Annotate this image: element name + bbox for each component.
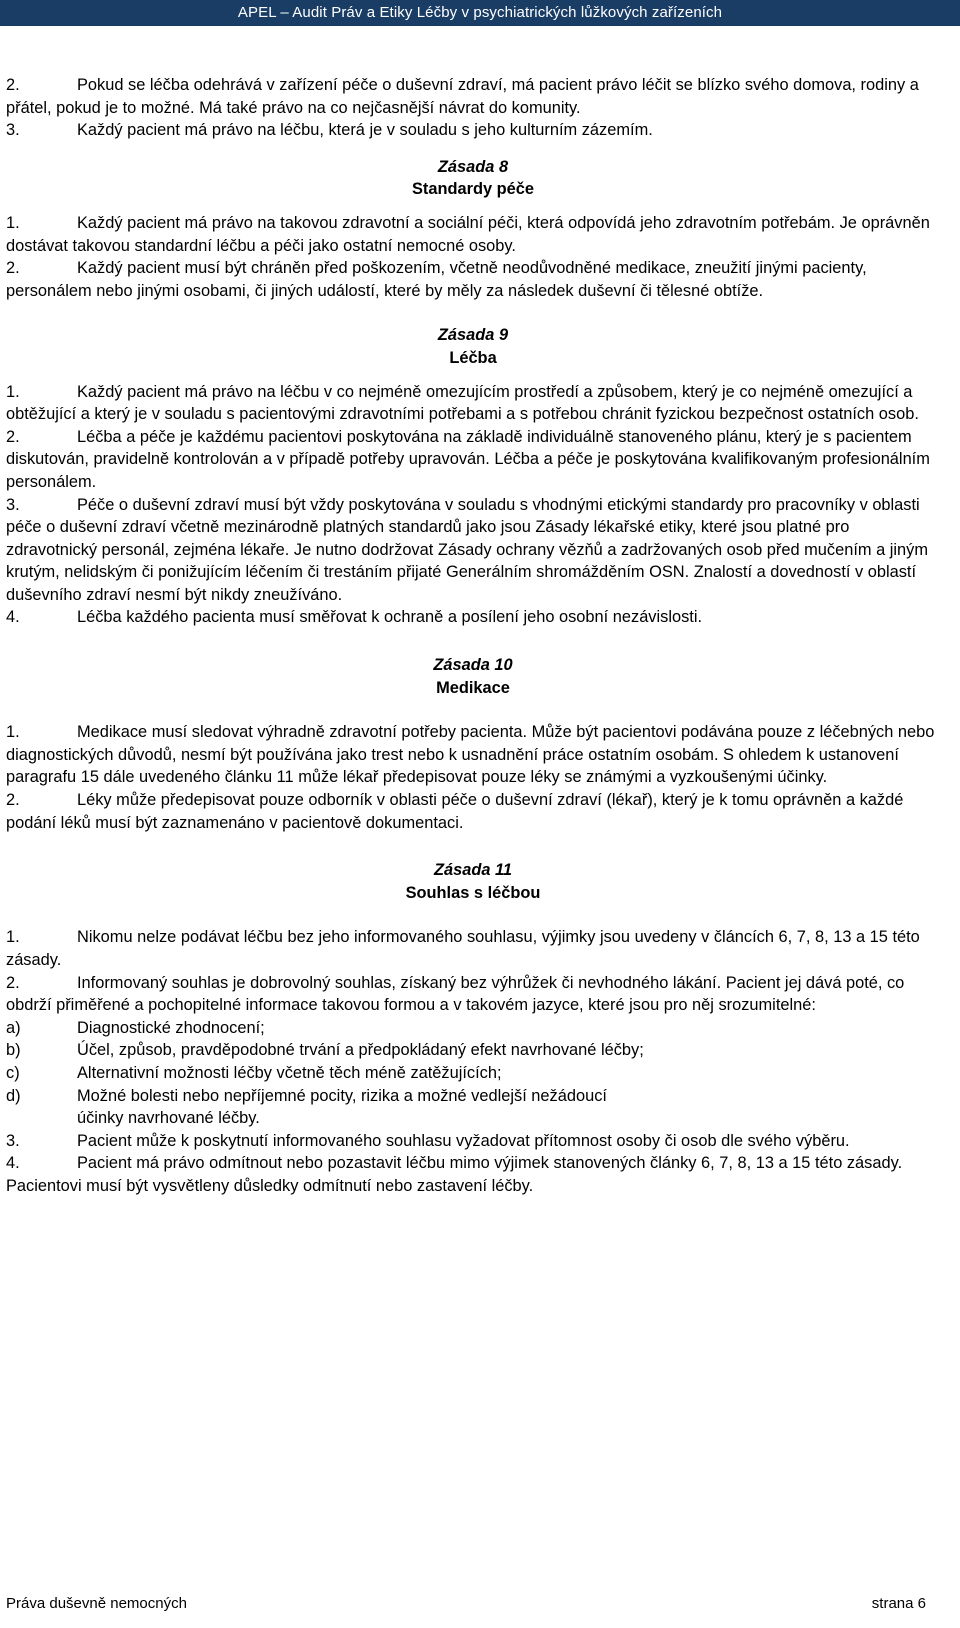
z11-letter-d-continuation: účinky navrhované léčby. xyxy=(77,1109,260,1128)
z9-item-3 xyxy=(6,494,940,607)
item-text: Každý pacient má právo na léčbu v co nejméně omezujícím prostředí a způsobem, který je co nejméně omezující a obtěžující a který je v souladu s pacientovými zdravotními potřebami a s potřebou chránit fyzickou bezpečnost ostatních osob. xyxy=(6,382,919,424)
section-heading-z11 xyxy=(6,859,940,904)
item-text: Účel, způsob, pravděpodobné trvání a předpokládaný efekt navrhované léčby; xyxy=(77,1041,644,1060)
item-letter: d) xyxy=(6,1086,21,1105)
section-subtitle: Souhlas s léčbou xyxy=(405,883,541,902)
z11-item-1 xyxy=(6,926,940,971)
item-number: 3. xyxy=(6,1131,20,1150)
item-text: Nikomu nelze podávat léčbu bez jeho informovaného souhlasu, výjimky jsou uvedeny v článcích 6, 7, 8, 13 a 15 této zásady. xyxy=(6,928,920,969)
item-text: Diagnostické zhodnocení; xyxy=(77,1018,265,1037)
item-text: Léčba každého pacienta musí směřovat k ochraně a posílení jeho osobní nezávislosti. xyxy=(77,608,703,627)
section-heading-z10 xyxy=(6,654,940,699)
item-text: Pacient má právo odmítnout nebo pozastavit léčbu mimo výjimek stanovených články 6, 7, 8, 13 a 15 této zásady. Pacientovi musí být vysvětleny důsledky odmítnutí nebo zastavení léčby. xyxy=(6,1154,903,1195)
z11-item-2 xyxy=(6,972,940,1017)
z8-item-1 xyxy=(6,212,940,257)
section-subtitle: Standardy péče xyxy=(411,180,535,199)
z9-item-1 xyxy=(6,381,940,426)
section-title: Zásada 10 xyxy=(433,656,513,675)
z8-item-2 xyxy=(6,257,940,302)
section-heading-z9 xyxy=(6,324,940,369)
item-number: 2. xyxy=(6,427,20,446)
z10-item-2 xyxy=(6,789,940,834)
item-text: Každý pacient musí být chráněn před poškozením, včetně neodůvodněné medikace, zneužití jinými pacienty, personálem nebo jinými osobami, či jiných událostí, které by měly za následek duševní či tělesné obtíže. xyxy=(6,259,867,300)
item-number: 2. xyxy=(6,791,20,810)
page-number: strana 6 xyxy=(871,1595,926,1612)
item-number: 2. xyxy=(6,973,20,992)
item-number: 4. xyxy=(6,1154,20,1173)
z11-letter-c xyxy=(6,1062,940,1085)
page-header xyxy=(0,0,960,26)
item-number: 3. xyxy=(6,495,20,514)
section-title: Zásada 11 xyxy=(433,861,513,880)
document-body xyxy=(6,74,940,1198)
item-letter: c) xyxy=(6,1063,20,1082)
header-title: APEL – Audit Práv a Etiky Léčby v psychiatrických lůžkových zařízeních xyxy=(237,4,723,21)
section-subtitle: Medikace xyxy=(436,678,510,697)
footer-title: Práva duševně nemocných xyxy=(6,1595,187,1612)
z10-item-1 xyxy=(6,721,940,789)
item-text: Medikace musí sledovat výhradně zdravotní potřeby pacienta. Může být pacientovi podávána pouze z léčebných nebo diagnostických důvodů, nesmí být používána jako trest nebo k usnadnění práce ostatním osobám. S ohledem k ustanovení paragrafu 15 dále uvedeného článku 11 může lékař předepisovat pouze léky se známými a vyzkoušenými účinky. xyxy=(6,723,935,787)
item-text: Pacient může k poskytnutí informovaného souhlasu vyžadovat přítomnost osoby či osob dle svého výběru. xyxy=(77,1131,850,1150)
section-title: Zásada 9 xyxy=(437,326,509,345)
item-letter: b) xyxy=(6,1041,21,1060)
item-text: Léčba a péče je každému pacientovi poskytována na základě individuálně stanoveného plánu, který je s pacientem diskutován, pravidelně kontrolován a v případě potřeby upravován. Léčba a péče je poskytována kvalifikovaným profesionálním personálem. xyxy=(6,427,930,491)
item-number: 1. xyxy=(6,213,20,232)
item-text: Pokud se léčba odehrává v zařízení péče o duševní zdraví, má pacient právo léčit se blízko svého domova, rodiny a přátel, pokud je to možné. Má také právo na co nejčasnější návrat do komunity. xyxy=(6,76,919,117)
z9-item-4 xyxy=(6,606,940,629)
item-number: 2. xyxy=(6,259,20,278)
item-text: Každý pacient má právo na léčbu, která je v souladu s jeho kulturním zázemím. xyxy=(77,121,653,140)
z11-letter-a xyxy=(6,1017,940,1040)
item-letter: a) xyxy=(6,1018,21,1037)
section-title: Zásada 8 xyxy=(437,157,509,176)
z11-letter-b xyxy=(6,1039,940,1062)
section-subtitle: Léčba xyxy=(449,348,497,367)
intro-item-3 xyxy=(6,119,940,142)
item-text: Informovaný souhlas je dobrovolný souhlas, získaný bez výhrůžek či nevhodného lákání. Pacient jej dává poté, co obdrží přiměřené a pochopitelné informace takovou formou a v takovém jazyce, které jsou pro něj srozumitelné: xyxy=(6,973,905,1015)
section-heading-z8 xyxy=(6,156,940,201)
item-number: 2. xyxy=(6,76,20,94)
z9-item-2 xyxy=(6,426,940,494)
item-number: 1. xyxy=(6,382,20,401)
item-number: 1. xyxy=(6,928,20,947)
item-number: 1. xyxy=(6,723,20,742)
z11-item-4 xyxy=(6,1152,940,1197)
z11-letter-d xyxy=(6,1085,940,1108)
item-text: Péče o duševní zdraví musí být vždy poskytována v souladu s vhodnými etickými standardy pro pracovníky v oblasti péče o duševní zdraví včetně mezinárodně platných standardů jako jsou Zásady lékařské etiky, které jsou platné pro zdravotnický personál, zejména lékaře. Je nutno dodržovat Zásady ochrany vězňů a zadržovaných osob před mučením a jiným krutým, nelidským či ponižujícím léčením či trestáním přijaté Generálním shromážděním OSN. Znalostí a dovedností v oblastí duševního zdraví nesmí být nikdy zneužíváno. xyxy=(6,495,928,604)
item-text: Léky může předepisovat pouze odborník v oblasti péče o duševní zdraví (lékař), který je k tomu oprávněn a každé podání léků musí být zaznamenáno v pacientově dokumentaci. xyxy=(6,791,904,832)
item-text: Alternativní možnosti léčby včetně těch méně zatěžujících; xyxy=(77,1063,502,1082)
item-number: 4. xyxy=(6,608,20,627)
item-text: Možné bolesti nebo nepříjemné pocity, rizika a možné vedlejší nežádoucí xyxy=(77,1086,607,1105)
intro-item-2 xyxy=(6,74,940,119)
item-number: 3. xyxy=(6,121,20,140)
item-text: Každý pacient má právo na takovou zdravotní a sociální péči, která odpovídá jeho zdravotním potřebám. Je oprávněn dostávat takovou standardní léčbu a péči jako ostatní nemocné osoby. xyxy=(6,213,930,255)
z11-item-3 xyxy=(6,1130,940,1153)
